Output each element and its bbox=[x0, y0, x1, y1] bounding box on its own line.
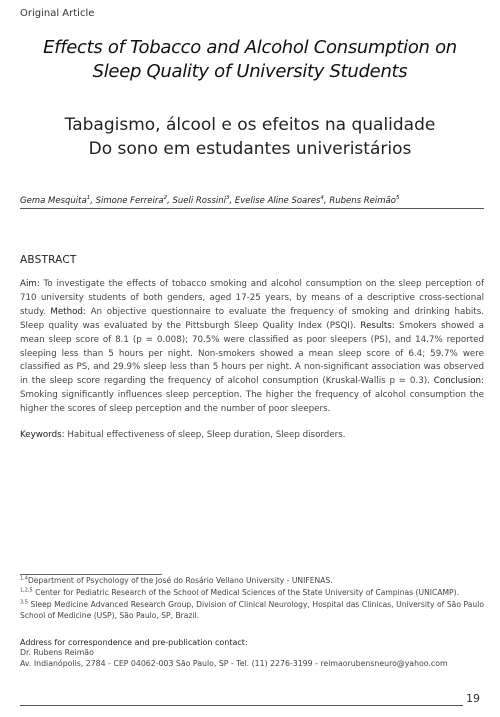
method-label: Method: bbox=[50, 306, 86, 317]
aim-text: To investigate the effects of tobacco smoking and alcohol consumption on the sleep perception of 710 university students of both genders, aged 17-25 years, by means of a descriptive cross-sectional study. bbox=[20, 279, 484, 317]
author-affiliation-mark: 3 bbox=[225, 195, 230, 201]
page-number: 19 bbox=[466, 692, 480, 705]
footnote-text: Sleep Medicine Advanced Research Group, Division of Clinical Neurology, Hospital das Clinicas, University of São Paulo School of Medicine (USP), São Paulo, SP, Brazil. bbox=[20, 600, 484, 620]
section-label: Original Article bbox=[20, 8, 95, 19]
aim-label: Aim: bbox=[20, 279, 40, 289]
results-label: Results: bbox=[360, 320, 395, 331]
footnote-mark: 3,5 bbox=[20, 599, 28, 606]
footnote-divider bbox=[20, 574, 162, 575]
footnote-text: Department of Psychology of the José do Rosário Vellano University - UNIFENAS. bbox=[27, 576, 333, 585]
keywords-text: Habitual effectiveness of sleep, Sleep duration, Sleep disorders. bbox=[64, 430, 346, 440]
abstract-body bbox=[20, 278, 484, 417]
keywords bbox=[20, 429, 484, 442]
footnote-mark: 1,2,5 bbox=[20, 587, 33, 594]
correspondence-name: Dr. Rubens Reimão bbox=[20, 648, 94, 658]
abstract-heading: ABSTRACT bbox=[20, 254, 77, 266]
correspondence-address: Av. Indianópolis, 2784 - CEP 04062-003 São Paulo, SP - Tel. (11) 2276-3199 - reimaorubensneuro@yahoo.com bbox=[20, 658, 448, 668]
portuguese-title-line-2: Do sono em estudantes univeristários bbox=[88, 139, 412, 159]
author-divider bbox=[20, 208, 484, 209]
author-list: Gema Mesquita$^1$, Simone Ferreira$^2$, Sueli Rossini$^3$, Evelise Aline Soares$^4$, Rubens Reimão$^5$ bbox=[20, 195, 400, 206]
bottom-rule bbox=[20, 705, 463, 706]
author-affiliation-mark: 1 bbox=[86, 195, 91, 201]
author-affiliation-mark: 4 bbox=[320, 195, 324, 201]
author-name: Gema Mesquita bbox=[20, 195, 87, 206]
author-name: Evelise Aline Soares bbox=[234, 195, 321, 206]
correspondence-block bbox=[20, 638, 490, 669]
author-name: Sueli Rossini bbox=[172, 195, 226, 206]
author-affiliation-mark: 5 bbox=[395, 195, 400, 201]
portuguese-title bbox=[20, 113, 480, 161]
footnote-text: Center for Pediatric Research of the School of Medical Sciences of the State University of Campinas (UNICAMP). bbox=[32, 588, 460, 598]
footnote bbox=[20, 576, 484, 586]
conclusion-label: Conclusion: bbox=[433, 376, 484, 387]
footnote-mark: 1,4 bbox=[20, 575, 28, 582]
conclusion-text: Smoking significantly influences sleep perception. The higher the frequency of alcohol consumption the higher the scores of sleep perception and the number of poor sleepers. bbox=[20, 390, 484, 415]
english-title: Effects of Tobacco and Alcohol Consumption on Sleep Quality of University Students bbox=[43, 37, 457, 82]
correspondence-heading: Address for correspondence and pre-publication contact: bbox=[20, 638, 248, 647]
author-name: Simone Ferreira bbox=[95, 195, 164, 206]
author-name: Rubens Reimão bbox=[329, 195, 396, 206]
results-text: Smokers showed a mean sleep score of 8.1 (p = 0.008); 70.5% were classified as poor sleepers (PS), and 14.7% reported sleeping less than 5 hours per night. Non-smokers showed a mean sleep score of 6.4; 59.7% were classified as PS, and 29.9% sleep less than 5 hours per night. A non-significant association was observed in the sleep score regarding the frequency of alcohol consumption (Kruskal-Wallis p = 0.3). bbox=[20, 320, 484, 387]
method-text: An objective questionnaire to evaluate the frequency of smoking and drinking habits. Sleep quality was evaluated by the Pittsburgh Sleep Quality Index (PSQI). bbox=[20, 306, 484, 331]
author-affiliation-mark: 2 bbox=[163, 195, 168, 201]
footnote bbox=[20, 588, 484, 598]
keywords-label: Keywords: bbox=[20, 430, 65, 440]
portuguese-title-line-1: Tabagismo, álcool e os efeitos na qualidade bbox=[64, 115, 436, 135]
affiliation-footnotes bbox=[20, 576, 484, 623]
footnote bbox=[20, 600, 484, 620]
